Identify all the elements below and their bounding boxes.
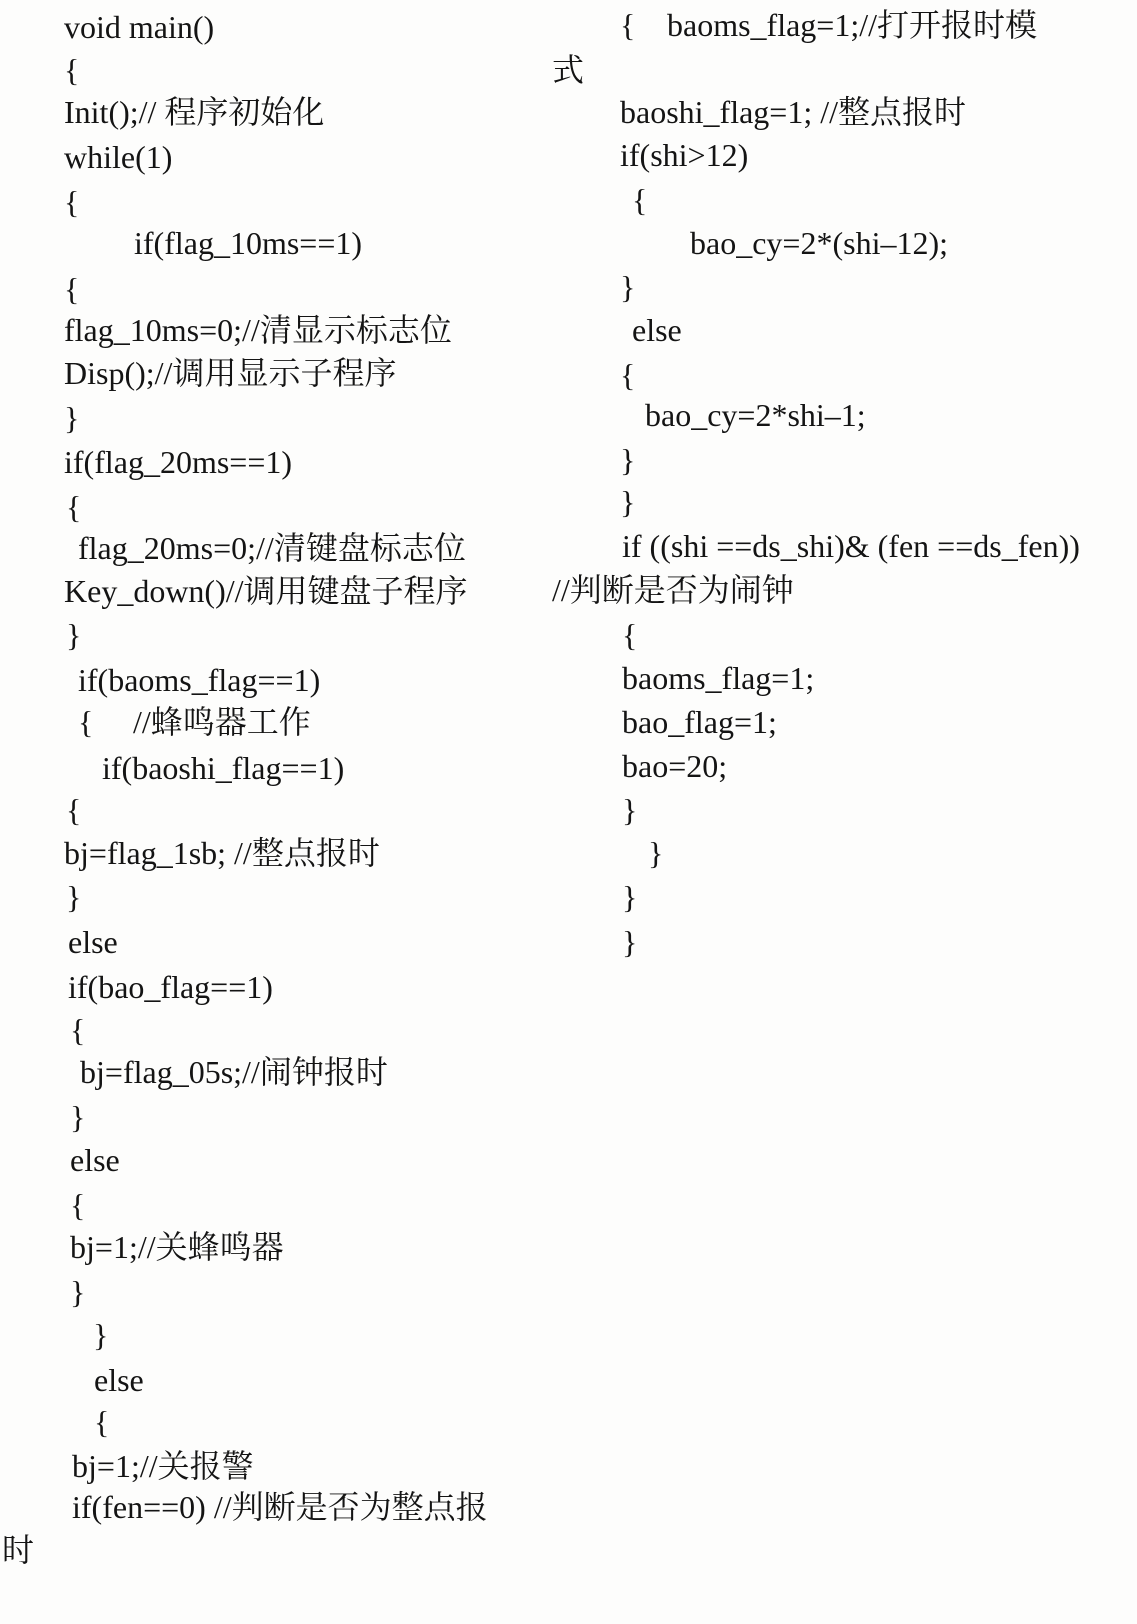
code-line: if(flag_10ms==1)	[134, 225, 363, 261]
code-brace: }	[93, 1317, 109, 1353]
code-brace: }	[648, 835, 664, 871]
code-brace: }	[64, 400, 80, 436]
code-brace: }	[620, 442, 636, 478]
code-line: while(1)	[64, 139, 173, 175]
code-comment: //蜂鸣器工作	[133, 704, 311, 740]
code-brace: }	[622, 879, 638, 915]
code-line: baoms_flag=1;	[622, 660, 815, 696]
code-brace: {	[66, 489, 82, 525]
code-brace: }	[70, 1274, 86, 1310]
code-line: if(bao_flag==1)	[68, 969, 273, 1005]
code-brace: {	[620, 7, 636, 43]
code-brace: {	[622, 617, 638, 653]
code-brace: }	[66, 617, 82, 653]
code-line: if(shi>12)	[620, 137, 749, 173]
code-brace: {	[632, 182, 648, 218]
code-line: baoms_flag=1;//打开报时模	[667, 7, 1038, 43]
code-line: if(baoshi_flag==1)	[102, 750, 345, 786]
code-line: bao_cy=2*(shi–12);	[690, 225, 948, 261]
code-brace: }	[622, 792, 638, 828]
code-brace: {	[620, 357, 636, 393]
code-brace: {	[70, 1187, 86, 1223]
code-line: else	[70, 1142, 120, 1178]
code-line: bj=flag_1sb; //整点报时	[64, 835, 380, 871]
code-line: if(flag_20ms==1)	[64, 444, 293, 480]
code-brace: }	[620, 269, 636, 305]
code-line: Key_down()//调用键盘子程序	[64, 573, 468, 609]
code-line: bao=20;	[622, 748, 728, 784]
code-brace: {	[64, 271, 80, 307]
code-line: else	[94, 1362, 144, 1398]
code-line: else	[68, 924, 118, 960]
code-brace: {	[70, 1012, 86, 1048]
code-line: flag_10ms=0;//清显示标志位	[64, 312, 452, 348]
code-line: bao_flag=1;	[622, 704, 777, 740]
code-brace: {	[64, 184, 80, 220]
code-line-wrap: 时	[2, 1532, 35, 1568]
code-line-wrap: 式	[552, 52, 585, 88]
code-line: if ((shi ==ds_shi)& (fen ==ds_fen))	[622, 528, 1080, 564]
code-brace: {	[78, 704, 94, 740]
code-brace: }	[620, 484, 636, 520]
code-line: if(fen==0) //判断是否为整点报	[72, 1489, 488, 1525]
code-brace: {	[64, 52, 80, 88]
code-line: bj=flag_05s;//闹钟报时	[80, 1054, 388, 1090]
code-line: if(baoms_flag==1)	[78, 662, 321, 698]
code-line: bj=1;//关蜂鸣器	[70, 1229, 284, 1265]
code-line: else	[632, 312, 682, 348]
code-line: flag_20ms=0;//清键盘标志位	[78, 530, 466, 566]
code-line: Init();// 程序初始化	[64, 94, 325, 130]
code-comment: //判断是否为闹钟	[552, 572, 794, 608]
code-line: baoshi_flag=1; //整点报时	[620, 94, 967, 130]
code-brace: }	[66, 879, 82, 915]
code-line: void main()	[64, 9, 215, 45]
code-brace: }	[622, 924, 638, 960]
code-line: Disp();//调用显示子程序	[64, 355, 397, 391]
code-line: bao_cy=2*shi–1;	[645, 397, 866, 433]
code-brace: {	[66, 792, 82, 828]
code-line: bj=1;//关报警	[72, 1448, 254, 1484]
code-brace: {	[94, 1404, 110, 1440]
code-brace: }	[70, 1099, 86, 1135]
